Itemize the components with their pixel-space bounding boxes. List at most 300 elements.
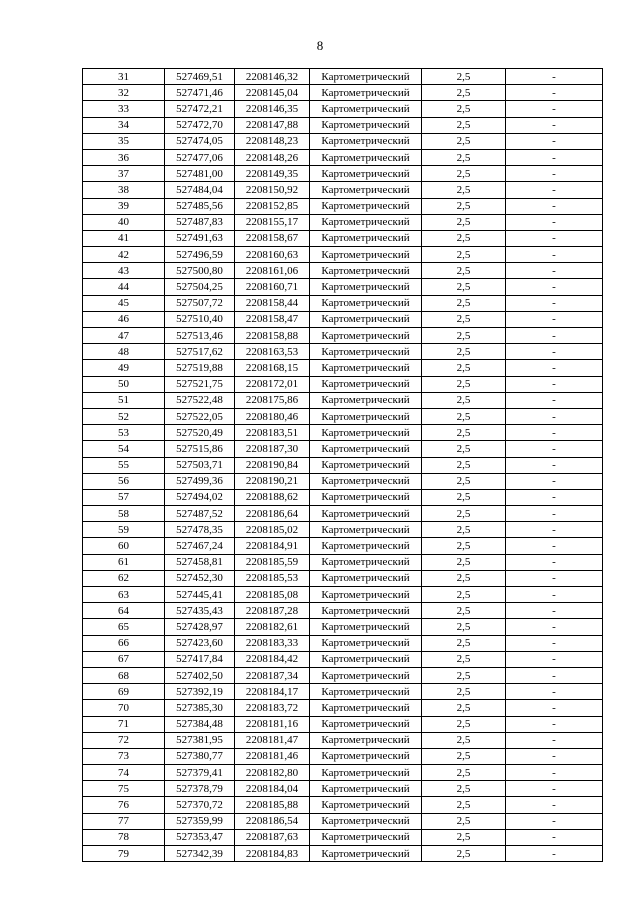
table-row [83, 133, 603, 149]
note-cell: - [506, 684, 603, 700]
x-coordinate-cell: 527471,46 [165, 85, 235, 101]
page-number: 8 [316, 38, 324, 53]
y-coordinate-cell: 2208185,88 [235, 797, 310, 813]
y-coordinate-cell: 2208186,54 [235, 813, 310, 829]
note-cell: - [506, 279, 603, 295]
y-coordinate-cell: 2208181,46 [235, 748, 310, 764]
y-coordinate-cell: 2208147,88 [235, 117, 310, 133]
note-cell: - [506, 425, 603, 441]
point-number-cell: 61 [83, 554, 165, 570]
table-row [83, 846, 603, 862]
note-cell: - [506, 651, 603, 667]
note-cell: - [506, 667, 603, 683]
accuracy-cell: 2,5 [422, 765, 506, 781]
method-cell: Картометрический [310, 328, 422, 344]
point-number-cell: 59 [83, 522, 165, 538]
table-row [83, 716, 603, 732]
point-number-cell: 75 [83, 781, 165, 797]
y-coordinate-cell: 2208183,51 [235, 425, 310, 441]
point-number-cell: 55 [83, 457, 165, 473]
method-cell: Картометрический [310, 133, 422, 149]
x-coordinate-cell: 527515,86 [165, 441, 235, 457]
point-number-cell: 79 [83, 846, 165, 862]
y-coordinate-cell: 2208180,46 [235, 408, 310, 424]
method-cell: Картометрический [310, 781, 422, 797]
x-coordinate-cell: 527378,79 [165, 781, 235, 797]
note-cell: - [506, 619, 603, 635]
table-row [83, 554, 603, 570]
table-row [83, 311, 603, 327]
x-coordinate-cell: 527428,97 [165, 619, 235, 635]
accuracy-cell: 2,5 [422, 279, 506, 295]
x-coordinate-cell: 527370,72 [165, 797, 235, 813]
y-coordinate-cell: 2208188,62 [235, 489, 310, 505]
x-coordinate-cell: 527494,02 [165, 489, 235, 505]
point-number-cell: 66 [83, 635, 165, 651]
note-cell: - [506, 635, 603, 651]
note-cell: - [506, 360, 603, 376]
note-cell: - [506, 522, 603, 538]
point-number-cell: 60 [83, 538, 165, 554]
table-row [83, 69, 603, 85]
accuracy-cell: 2,5 [422, 603, 506, 619]
accuracy-cell: 2,5 [422, 829, 506, 845]
accuracy-cell: 2,5 [422, 570, 506, 586]
note-cell: - [506, 198, 603, 214]
method-cell: Картометрический [310, 619, 422, 635]
table-row [83, 392, 603, 408]
accuracy-cell: 2,5 [422, 295, 506, 311]
accuracy-cell: 2,5 [422, 457, 506, 473]
point-number-cell: 71 [83, 716, 165, 732]
accuracy-cell: 2,5 [422, 781, 506, 797]
x-coordinate-cell: 527384,48 [165, 716, 235, 732]
accuracy-cell: 2,5 [422, 667, 506, 683]
x-coordinate-cell: 527359,99 [165, 813, 235, 829]
point-number-cell: 74 [83, 765, 165, 781]
y-coordinate-cell: 2208152,85 [235, 198, 310, 214]
y-coordinate-cell: 2208187,28 [235, 603, 310, 619]
y-coordinate-cell: 2208168,15 [235, 360, 310, 376]
table-row [83, 263, 603, 279]
y-coordinate-cell: 2208160,63 [235, 247, 310, 263]
method-cell: Картометрический [310, 198, 422, 214]
x-coordinate-cell: 527522,05 [165, 408, 235, 424]
note-cell: - [506, 732, 603, 748]
note-cell: - [506, 214, 603, 230]
x-coordinate-cell: 527491,63 [165, 230, 235, 246]
table-row [83, 732, 603, 748]
accuracy-cell: 2,5 [422, 554, 506, 570]
y-coordinate-cell: 2208187,34 [235, 667, 310, 683]
table-row [83, 651, 603, 667]
note-cell: - [506, 441, 603, 457]
method-cell: Картометрический [310, 635, 422, 651]
y-coordinate-cell: 2208155,17 [235, 214, 310, 230]
table-row [83, 101, 603, 117]
table-row [83, 813, 603, 829]
y-coordinate-cell: 2208185,53 [235, 570, 310, 586]
table-row [83, 198, 603, 214]
accuracy-cell: 2,5 [422, 101, 506, 117]
accuracy-cell: 2,5 [422, 716, 506, 732]
point-number-cell: 54 [83, 441, 165, 457]
x-coordinate-cell: 527423,60 [165, 635, 235, 651]
table-row [83, 279, 603, 295]
note-cell: - [506, 813, 603, 829]
table-row [83, 538, 603, 554]
note-cell: - [506, 344, 603, 360]
accuracy-cell: 2,5 [422, 311, 506, 327]
table-row [83, 295, 603, 311]
y-coordinate-cell: 2208161,06 [235, 263, 310, 279]
method-cell: Картометрический [310, 797, 422, 813]
x-coordinate-cell: 527379,41 [165, 765, 235, 781]
point-number-cell: 33 [83, 101, 165, 117]
table-row [83, 489, 603, 505]
note-cell: - [506, 133, 603, 149]
accuracy-cell: 2,5 [422, 506, 506, 522]
table-row [83, 570, 603, 586]
table-row [83, 149, 603, 165]
point-number-cell: 45 [83, 295, 165, 311]
point-number-cell: 70 [83, 700, 165, 716]
x-coordinate-cell: 527487,83 [165, 214, 235, 230]
table-row [83, 829, 603, 845]
accuracy-cell: 2,5 [422, 230, 506, 246]
note-cell: - [506, 570, 603, 586]
y-coordinate-cell: 2208185,08 [235, 587, 310, 603]
y-coordinate-cell: 2208181,47 [235, 732, 310, 748]
note-cell: - [506, 716, 603, 732]
point-number-cell: 40 [83, 214, 165, 230]
method-cell: Картометрический [310, 360, 422, 376]
accuracy-cell: 2,5 [422, 425, 506, 441]
accuracy-cell: 2,5 [422, 619, 506, 635]
method-cell: Картометрический [310, 101, 422, 117]
table-row [83, 360, 603, 376]
accuracy-cell: 2,5 [422, 214, 506, 230]
x-coordinate-cell: 527458,81 [165, 554, 235, 570]
coordinates-table [82, 68, 603, 862]
point-number-cell: 68 [83, 667, 165, 683]
note-cell: - [506, 587, 603, 603]
y-coordinate-cell: 2208149,35 [235, 166, 310, 182]
y-coordinate-cell: 2208158,44 [235, 295, 310, 311]
x-coordinate-cell: 527500,80 [165, 263, 235, 279]
table-row [83, 635, 603, 651]
note-cell: - [506, 182, 603, 198]
method-cell: Картометрический [310, 489, 422, 505]
accuracy-cell: 2,5 [422, 635, 506, 651]
note-cell: - [506, 473, 603, 489]
y-coordinate-cell: 2208185,02 [235, 522, 310, 538]
accuracy-cell: 2,5 [422, 166, 506, 182]
method-cell: Картометрический [310, 230, 422, 246]
x-coordinate-cell: 527342,39 [165, 846, 235, 862]
table-row [83, 506, 603, 522]
note-cell: - [506, 376, 603, 392]
method-cell: Картометрический [310, 166, 422, 182]
y-coordinate-cell: 2208158,88 [235, 328, 310, 344]
point-number-cell: 47 [83, 328, 165, 344]
note-cell: - [506, 69, 603, 85]
y-coordinate-cell: 2208182,61 [235, 619, 310, 635]
x-coordinate-cell: 527485,56 [165, 198, 235, 214]
x-coordinate-cell: 527385,30 [165, 700, 235, 716]
note-cell: - [506, 408, 603, 424]
table-row [83, 408, 603, 424]
point-number-cell: 63 [83, 587, 165, 603]
method-cell: Картометрический [310, 667, 422, 683]
table-row [83, 214, 603, 230]
y-coordinate-cell: 2208183,72 [235, 700, 310, 716]
method-cell: Картометрический [310, 570, 422, 586]
point-number-cell: 49 [83, 360, 165, 376]
note-cell: - [506, 765, 603, 781]
method-cell: Картометрический [310, 473, 422, 489]
note-cell: - [506, 263, 603, 279]
accuracy-cell: 2,5 [422, 69, 506, 85]
y-coordinate-cell: 2208150,92 [235, 182, 310, 198]
point-number-cell: 73 [83, 748, 165, 764]
table-row [83, 376, 603, 392]
method-cell: Картометрический [310, 441, 422, 457]
table-row [83, 797, 603, 813]
point-number-cell: 36 [83, 149, 165, 165]
method-cell: Картометрический [310, 846, 422, 862]
table-row [83, 230, 603, 246]
point-number-cell: 77 [83, 813, 165, 829]
table-row [83, 765, 603, 781]
table-row [83, 587, 603, 603]
method-cell: Картометрический [310, 651, 422, 667]
table-row [83, 441, 603, 457]
accuracy-cell: 2,5 [422, 538, 506, 554]
x-coordinate-cell: 527353,47 [165, 829, 235, 845]
point-number-cell: 34 [83, 117, 165, 133]
method-cell: Картометрический [310, 311, 422, 327]
accuracy-cell: 2,5 [422, 392, 506, 408]
x-coordinate-cell: 527452,30 [165, 570, 235, 586]
method-cell: Картометрический [310, 813, 422, 829]
accuracy-cell: 2,5 [422, 328, 506, 344]
x-coordinate-cell: 527507,72 [165, 295, 235, 311]
x-coordinate-cell: 527380,77 [165, 748, 235, 764]
accuracy-cell: 2,5 [422, 700, 506, 716]
point-number-cell: 72 [83, 732, 165, 748]
x-coordinate-cell: 527445,41 [165, 587, 235, 603]
y-coordinate-cell: 2208181,16 [235, 716, 310, 732]
y-coordinate-cell: 2208163,53 [235, 344, 310, 360]
x-coordinate-cell: 527467,24 [165, 538, 235, 554]
method-cell: Картометрический [310, 376, 422, 392]
point-number-cell: 41 [83, 230, 165, 246]
y-coordinate-cell: 2208185,59 [235, 554, 310, 570]
note-cell: - [506, 554, 603, 570]
accuracy-cell: 2,5 [422, 797, 506, 813]
accuracy-cell: 2,5 [422, 376, 506, 392]
point-number-cell: 51 [83, 392, 165, 408]
accuracy-cell: 2,5 [422, 587, 506, 603]
table-row [83, 522, 603, 538]
point-number-cell: 57 [83, 489, 165, 505]
method-cell: Картометрический [310, 522, 422, 538]
table-row [83, 457, 603, 473]
y-coordinate-cell: 2208145,04 [235, 85, 310, 101]
note-cell: - [506, 392, 603, 408]
method-cell: Картометрический [310, 85, 422, 101]
note-cell: - [506, 328, 603, 344]
point-number-cell: 32 [83, 85, 165, 101]
accuracy-cell: 2,5 [422, 813, 506, 829]
point-number-cell: 65 [83, 619, 165, 635]
table-row [83, 182, 603, 198]
method-cell: Картометрический [310, 603, 422, 619]
y-coordinate-cell: 2208146,35 [235, 101, 310, 117]
table-row [83, 344, 603, 360]
method-cell: Картометрический [310, 247, 422, 263]
accuracy-cell: 2,5 [422, 473, 506, 489]
table-row [83, 247, 603, 263]
accuracy-cell: 2,5 [422, 684, 506, 700]
note-cell: - [506, 506, 603, 522]
note-cell: - [506, 829, 603, 845]
y-coordinate-cell: 2208158,67 [235, 230, 310, 246]
method-cell: Картометрический [310, 408, 422, 424]
table-row [83, 166, 603, 182]
note-cell: - [506, 846, 603, 862]
point-number-cell: 42 [83, 247, 165, 263]
y-coordinate-cell: 2208190,84 [235, 457, 310, 473]
method-cell: Картометрический [310, 149, 422, 165]
point-number-cell: 78 [83, 829, 165, 845]
point-number-cell: 38 [83, 182, 165, 198]
method-cell: Картометрический [310, 344, 422, 360]
x-coordinate-cell: 527513,46 [165, 328, 235, 344]
coordinates-table-body [83, 69, 603, 862]
point-number-cell: 52 [83, 408, 165, 424]
x-coordinate-cell: 527520,49 [165, 425, 235, 441]
method-cell: Картометрический [310, 392, 422, 408]
x-coordinate-cell: 527517,62 [165, 344, 235, 360]
x-coordinate-cell: 527503,71 [165, 457, 235, 473]
x-coordinate-cell: 527469,51 [165, 69, 235, 85]
accuracy-cell: 2,5 [422, 489, 506, 505]
note-cell: - [506, 230, 603, 246]
y-coordinate-cell: 2208148,23 [235, 133, 310, 149]
note-cell: - [506, 311, 603, 327]
point-number-cell: 48 [83, 344, 165, 360]
x-coordinate-cell: 527504,25 [165, 279, 235, 295]
accuracy-cell: 2,5 [422, 360, 506, 376]
note-cell: - [506, 457, 603, 473]
method-cell: Картометрический [310, 279, 422, 295]
table-row [83, 684, 603, 700]
method-cell: Картометрический [310, 182, 422, 198]
accuracy-cell: 2,5 [422, 344, 506, 360]
point-number-cell: 64 [83, 603, 165, 619]
y-coordinate-cell: 2208186,64 [235, 506, 310, 522]
x-coordinate-cell: 527487,52 [165, 506, 235, 522]
note-cell: - [506, 149, 603, 165]
note-cell: - [506, 781, 603, 797]
x-coordinate-cell: 527521,75 [165, 376, 235, 392]
x-coordinate-cell: 527417,84 [165, 651, 235, 667]
method-cell: Картометрический [310, 554, 422, 570]
note-cell: - [506, 117, 603, 133]
method-cell: Картометрический [310, 425, 422, 441]
method-cell: Картометрический [310, 748, 422, 764]
accuracy-cell: 2,5 [422, 117, 506, 133]
accuracy-cell: 2,5 [422, 846, 506, 862]
x-coordinate-cell: 527381,95 [165, 732, 235, 748]
method-cell: Картометрический [310, 732, 422, 748]
note-cell: - [506, 700, 603, 716]
accuracy-cell: 2,5 [422, 182, 506, 198]
x-coordinate-cell: 527402,50 [165, 667, 235, 683]
accuracy-cell: 2,5 [422, 651, 506, 667]
y-coordinate-cell: 2208187,30 [235, 441, 310, 457]
point-number-cell: 35 [83, 133, 165, 149]
table-row [83, 667, 603, 683]
y-coordinate-cell: 2208160,71 [235, 279, 310, 295]
note-cell: - [506, 247, 603, 263]
method-cell: Картометрический [310, 506, 422, 522]
point-number-cell: 53 [83, 425, 165, 441]
x-coordinate-cell: 527481,00 [165, 166, 235, 182]
table-row [83, 328, 603, 344]
note-cell: - [506, 295, 603, 311]
y-coordinate-cell: 2208187,63 [235, 829, 310, 845]
table-row [83, 603, 603, 619]
method-cell: Картометрический [310, 700, 422, 716]
note-cell: - [506, 166, 603, 182]
table-row [83, 425, 603, 441]
point-number-cell: 43 [83, 263, 165, 279]
note-cell: - [506, 538, 603, 554]
table-row [83, 700, 603, 716]
accuracy-cell: 2,5 [422, 748, 506, 764]
table-row [83, 748, 603, 764]
y-coordinate-cell: 2208146,32 [235, 69, 310, 85]
method-cell: Картометрический [310, 457, 422, 473]
point-number-cell: 76 [83, 797, 165, 813]
point-number-cell: 31 [83, 69, 165, 85]
x-coordinate-cell: 527472,70 [165, 117, 235, 133]
method-cell: Картометрический [310, 829, 422, 845]
y-coordinate-cell: 2208184,91 [235, 538, 310, 554]
method-cell: Картометрический [310, 69, 422, 85]
y-coordinate-cell: 2208190,21 [235, 473, 310, 489]
point-number-cell: 46 [83, 311, 165, 327]
x-coordinate-cell: 527474,05 [165, 133, 235, 149]
method-cell: Картометрический [310, 263, 422, 279]
table-row [83, 781, 603, 797]
x-coordinate-cell: 527392,19 [165, 684, 235, 700]
y-coordinate-cell: 2208184,17 [235, 684, 310, 700]
method-cell: Картометрический [310, 684, 422, 700]
accuracy-cell: 2,5 [422, 247, 506, 263]
x-coordinate-cell: 527484,04 [165, 182, 235, 198]
y-coordinate-cell: 2208184,42 [235, 651, 310, 667]
table-row [83, 85, 603, 101]
accuracy-cell: 2,5 [422, 149, 506, 165]
method-cell: Картометрический [310, 716, 422, 732]
table-row [83, 473, 603, 489]
x-coordinate-cell: 527472,21 [165, 101, 235, 117]
point-number-cell: 44 [83, 279, 165, 295]
